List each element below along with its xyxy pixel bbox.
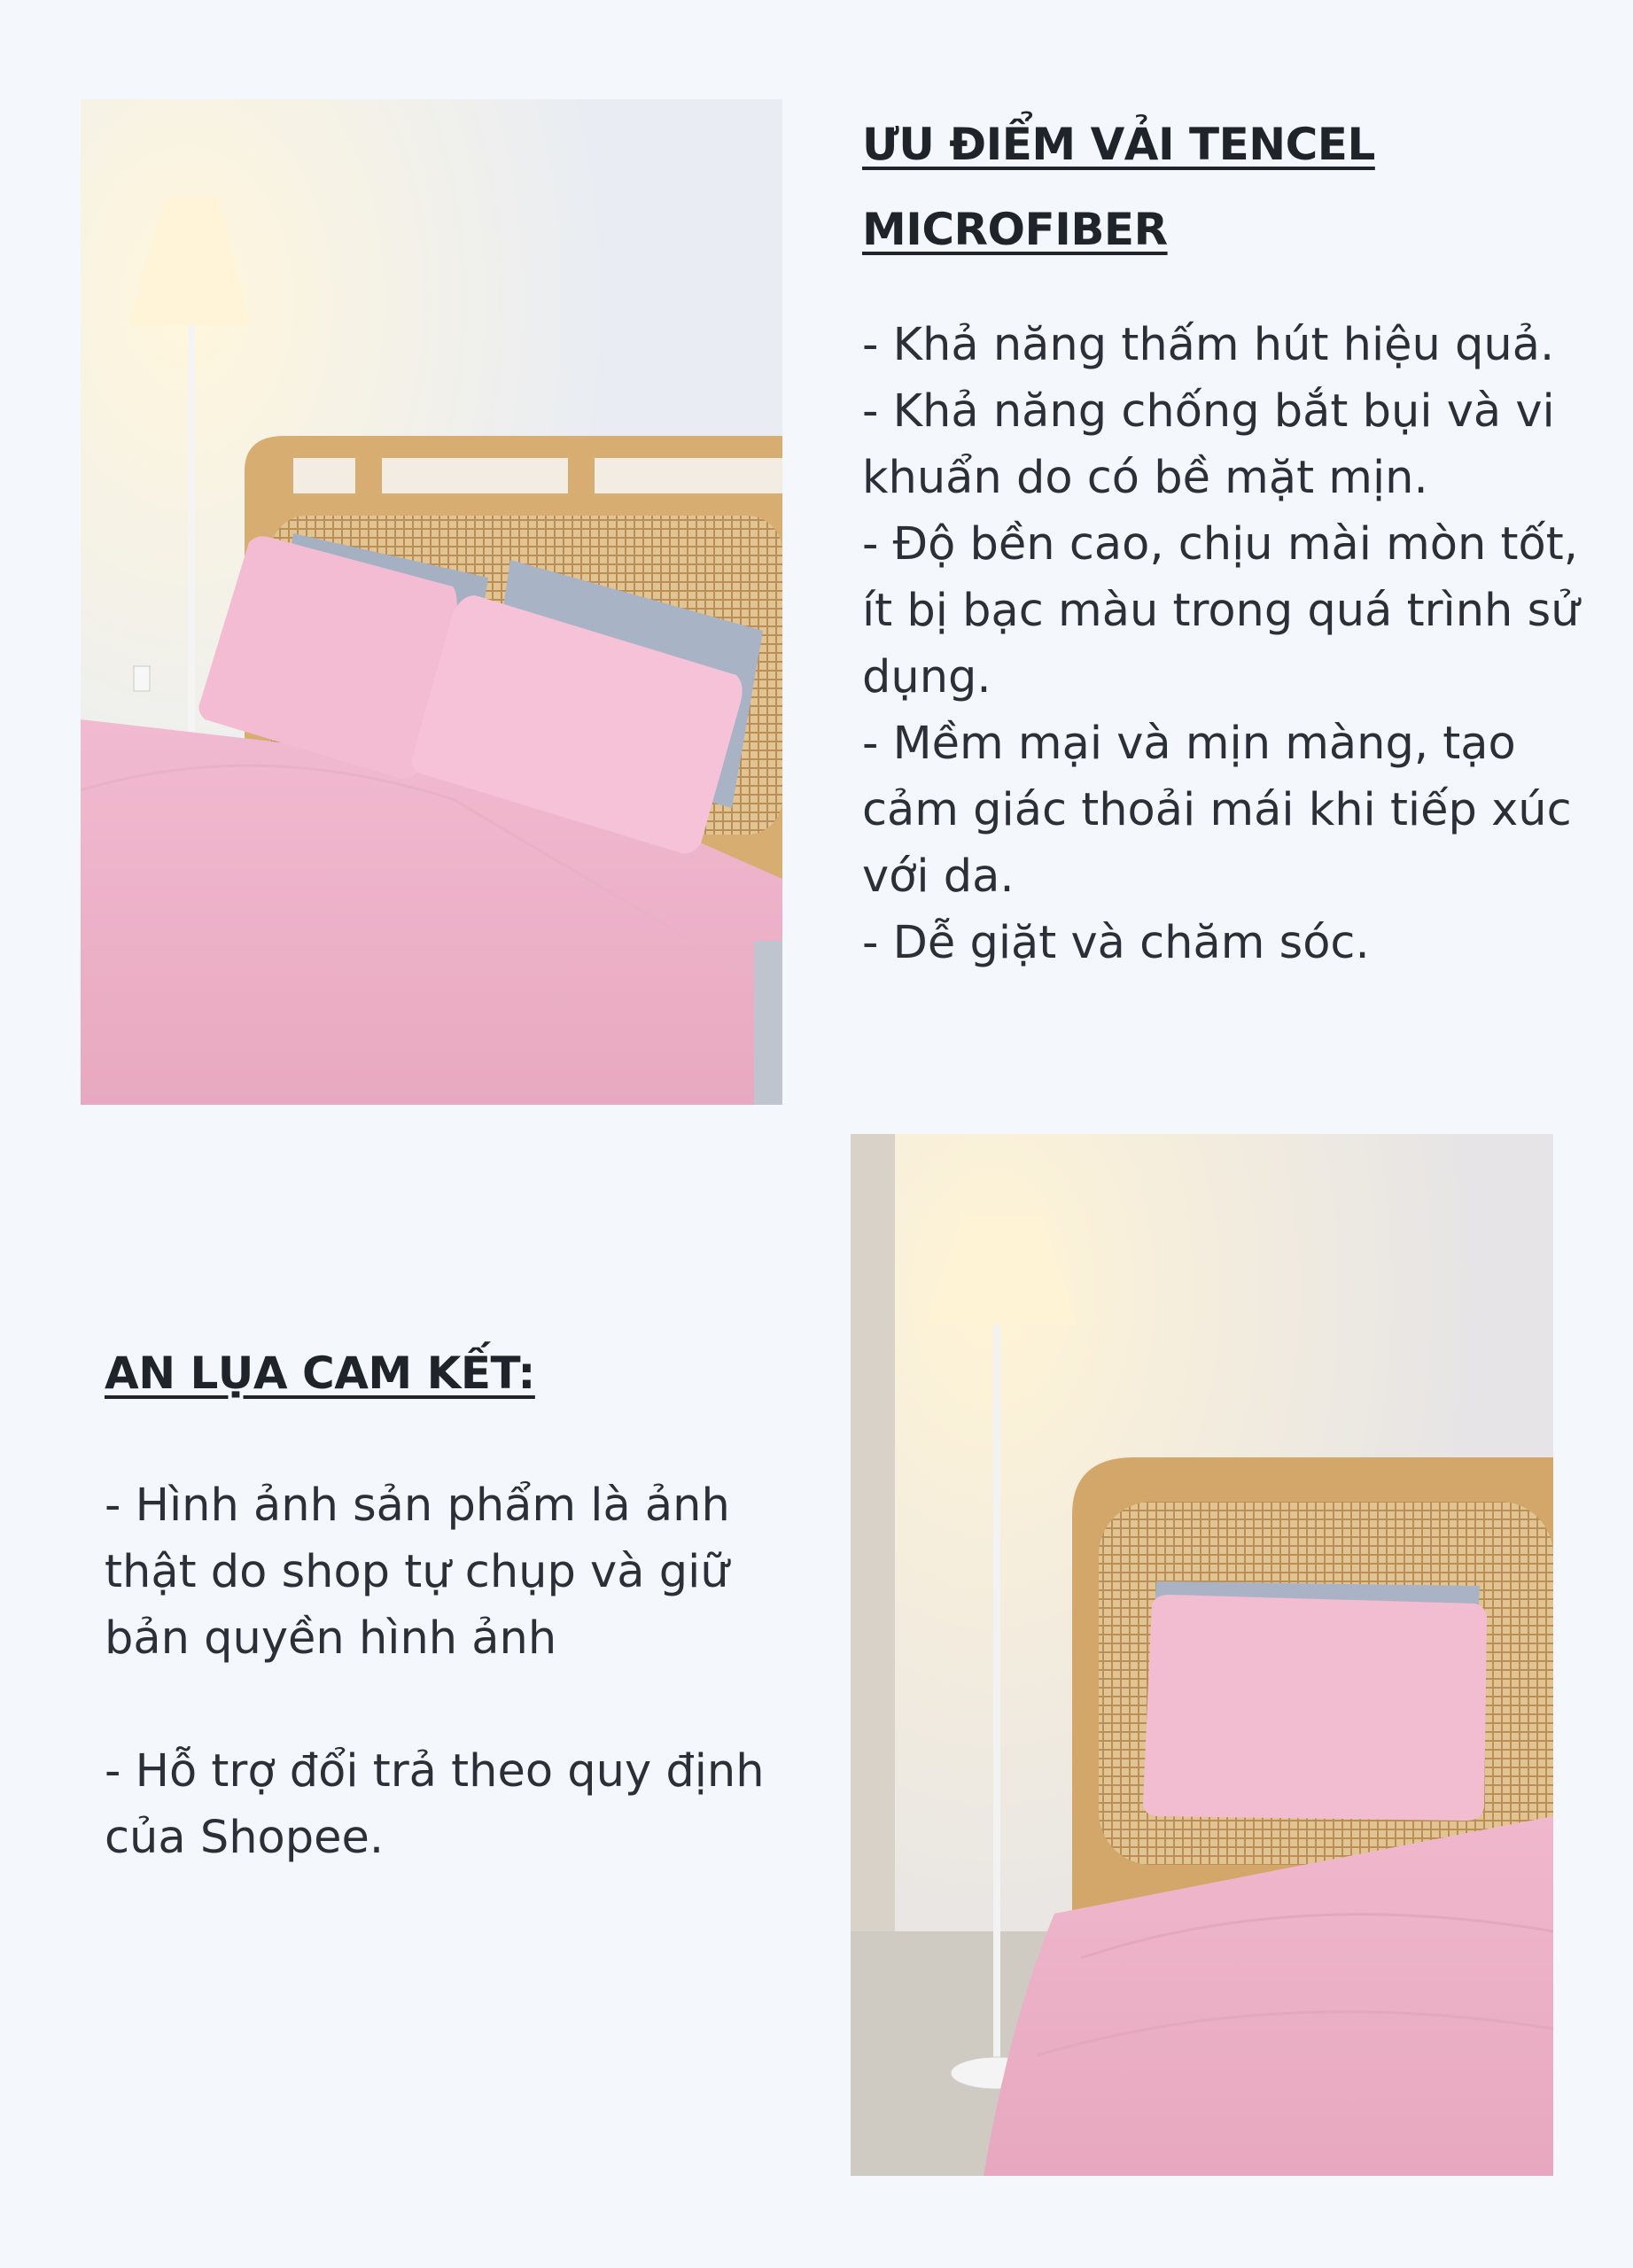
advantage-item: - Khả năng thấm hút hiệu quả. — [862, 319, 1555, 371]
commitment-item: - Hình ảnh sản phẩm là ảnh thật do shop tự chụp và giữ bản quyền hình ảnh — [105, 1480, 730, 1665]
advantage-item: - Dễ giặt và chăm sóc. — [862, 917, 1370, 969]
commitment-list — [105, 1472, 778, 1871]
advantages-list — [862, 312, 1589, 976]
advantage-item: - Độ bền cao, chịu mài mòn tốt, ít bị bạc màu trong quá trình sử dụng. — [862, 518, 1580, 703]
advantages-heading-line1: ƯU ĐIỂM VẢI TENCEL — [862, 119, 1375, 170]
commitment-item: - Hỗ trợ đổi trả theo quy định của Shopee. — [105, 1745, 765, 1864]
bed-photo-bottom — [851, 1134, 1553, 2176]
advantage-item: - Mềm mại và mịn màng, tạo cảm giác thoải mái khi tiếp xúc với da. — [862, 718, 1572, 903]
commitment-heading: AN LỤA CAM KẾT: — [105, 1348, 535, 1399]
advantages-heading — [862, 102, 1589, 272]
bed-photo-top — [81, 99, 782, 1105]
advantages-heading-line2: MICROFIBER — [862, 204, 1168, 255]
advantage-item: - Khả năng chống bắt bụi và vi khuẩn do có bề mặt mịn. — [862, 385, 1555, 504]
